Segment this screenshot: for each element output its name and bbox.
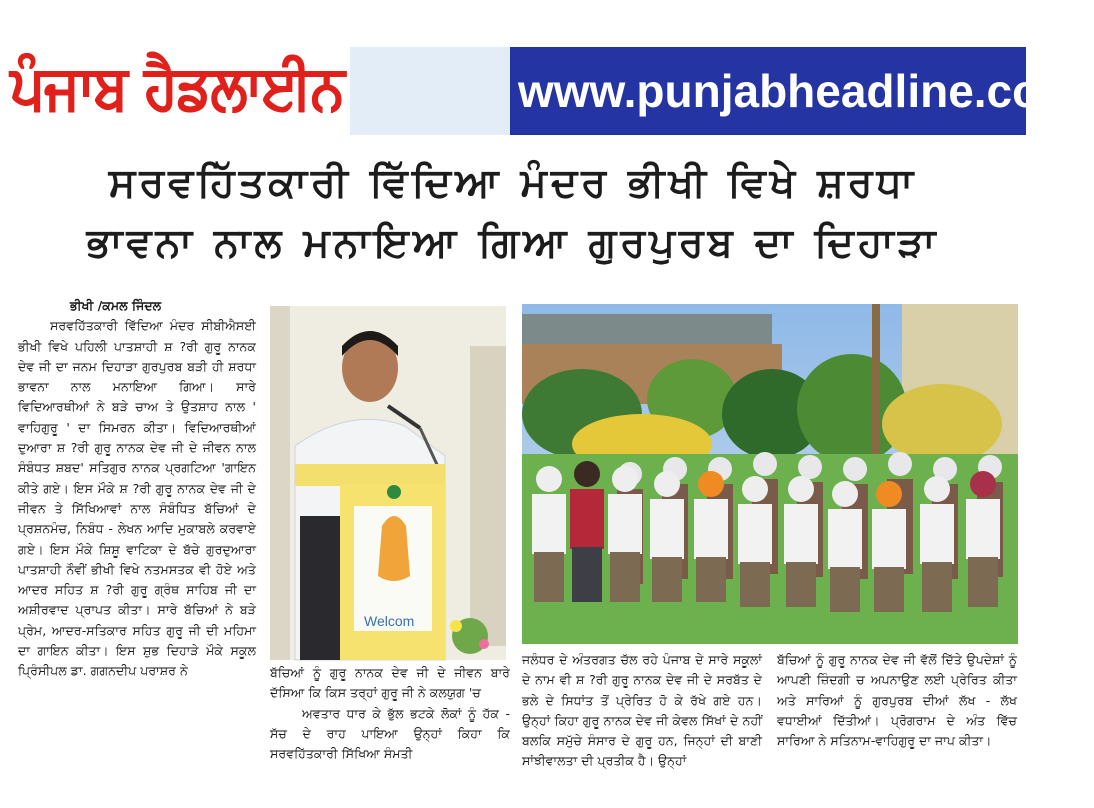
article-column-3 xyxy=(522,650,762,772)
newspaper-logo-text: ਪੰਜਾਬ ਹੈਡਲਾਈਨ xyxy=(10,51,344,124)
headline-line-2: ਭਾਵਨਾ ਨਾਲ ਮਨਾਇਆ ਗਿਆ ਗੁਰਪੁਰਬ ਦਾ ਦਿਹਾੜਾ xyxy=(86,220,940,266)
website-url-banner[interactable] xyxy=(510,47,1094,135)
website-url[interactable]: www.punjabheadline.co.in xyxy=(518,65,1094,117)
podium-welcome-text: Welcom xyxy=(364,613,415,629)
byline: ਭੀਖੀ /ਕਮਲ ਜਿੰਦਲ xyxy=(70,298,162,313)
article-column-4 xyxy=(777,650,1017,751)
newspaper-logo xyxy=(10,42,345,134)
headline-line-1: ਸਰਵਹਿੱਤਕਾਰੀ ਵਿੱਦਿਆ ਮੰਦਰ ਭੀਖੀ ਵਿਖੇ ਸ਼ਰਧਾ xyxy=(108,160,918,206)
article-paragraph: ਸਰਵਹਿੱਤਕਾਰੀ ਵਿੱਦਿਆ ਮੰਦਰ ਸੀਬੀਐਸਈ ਭੀਖੀ ਵਿਖੇ ਪਹਿਲੀ ਪਾਤਸ਼ਾਹੀ ਸ਼ ?ਰੀ ਗੁਰੂ ਨਾਨਕ ਦੇਵ ਜੀ ਦਾ ਜਨਮ ਦਿਹਾੜਾ ਗੁਰਪੁਰਬ ਬੜੀ ਹੀ ਸ਼ਰਧਾ ਭਾਵਨਾ ਨਾਲ ਮਨਾਇਆ ਗਿਆ। ਸਾਰੇ ਵਿਦਿਆਰਥੀਆਂ ਨੇ ਬੜੇ ਚਾਅ ਤੇ ਉਤਸ਼ਾਹ ਨਾਲ ' ਵਾਹਿਗੁਰੂ ' ਦਾ ਸਿਮਰਨ ਕੀਤਾ। ਵਿਦਿਆਰਥੀਆਂ ਦੁਆਰਾ ਸ਼ ?ਰੀ ਗੁਰੂ ਨਾਨਕ ਦੇਵ ਜੀ ਦੇ ਜੀਵਨ ਨਾਲ ਸੰਬੰਧਤ ਸ਼ਬਦ' ਸਤਿਗੁਰ ਨਾਨਕ ਪ੍ਰਗਟਿਆ 'ਗਾਇਨ ਕੀਤੇ ਗਏ। ਇਸ ਮੌਕੇ ਸ਼ ?ਰੀ ਗੁਰੂ ਨਾਨਕ ਦੇਵ ਜੀ ਦੇ ਜੀਵਨ ਤੇ ਸਿੱਖਿਆਵਾਂ ਨਾਲ ਸੰਬੰਧਿਤ ਬੱਚਿਆਂ ਦੇ ਪ੍ਰਸ਼ਨਮੰਚ, ਨਿਬੰਧ - ਲੇਖਨ ਆਦਿ ਮੁਕਾਬਲੇ ਕਰਵਾਏ ਗਏ। ਇਸ ਮੌਕੇ ਸ਼ਿਸ਼ੂ ਵਾਟਿਕਾ ਦੇ ਬੱਚੇ ਗੁਰਦੁਆਰਾ ਪਾਤਸ਼ਾਹੀ ਨੌਵੀਂ ਭੀਖੀ ਵਿਖੇ ਨਤਮਸਤਕ ਵੀ ਹੋਏ ਅਤੇ ਆਦਰ ਸਹਿਤ ਸ਼ ?ਰੀ ਗੁਰੂ ਗ੍ਰੰਥ ਸਾਹਿਬ ਜੀ ਦਾ ਅਸ਼ੀਰਵਾਦ ਪ੍ਰਾਪਤ ਕੀਤਾ। ਸਾਰੇ ਬੱਚਿਆਂ ਨੇ ਬੜੇ ਪ੍ਰੇਮ, ਆਦਰ-ਸਤਿਕਾਰ ਸਹਿਤ ਗੁਰੂ ਜੀ ਦੀ ਮਹਿਮਾ ਦਾ ਗਾਇਨ ਕੀਤਾ। ਇਸ ਸ਼ੁਭ ਦਿਹਾੜੇ ਮੌਕੇ ਸਕੂਲ ਪ੍ਰਿੰਸੀਪਲ ਡਾ. ਗਗਨਦੀਪ ਪਰਾਸ਼ਰ ਨੇ xyxy=(18,318,256,679)
article-paragraph: ਬੱਚਿਆਂ ਨੂੰ ਗੁਰੂ ਨਾਨਕ ਦੇਵ ਜੀ ਵੱਲੋਂ ਦਿੱਤੇ ਉਪਦੇਸ਼ਾਂ ਨੂੰ ਆਪਣੀ ਜ਼ਿੰਦਗੀ ਚ ਅਪਨਾਉਣ ਲਈ ਪ੍ਰੇਰਿਤ ਕੀਤਾ ਅਤੇ ਸਾਰਿਆਂ ਨੂੰ ਗੁਰਪੁਰਬ ਦੀਆਂ ਲੱਖ - ਲੱਖ ਵਧਾਈਆਂ ਦਿੱਤੀਆਂ। ਪ੍ਰੋਗਰਾਮ ਦੇ ਅੰਤ ਵਿੱਚ ਸਾਰਿਆ ਨੇ ਸਤਿਨਾਮ-ਵਾਹਿਗੁਰੂ ਦਾ ਜਾਪ ਕੀਤਾ। xyxy=(777,652,1017,749)
speaker-photo-illustration xyxy=(270,306,506,660)
article-paragraph: ਜਲੰਧਰ ਦੇ ਅੰਤਰਗਤ ਚੱਲ ਰਹੇ ਪੰਜਾਬ ਦੇ ਸਾਰੇ ਸਕੂਲਾਂ ਦੇ ਨਾਮ ਵੀ ਸ਼ ?ਰੀ ਗੁਰੂ ਨਾਨਕ ਦੇਵ ਜੀ ਦੇ ਸਰਬੱਤ ਦੇ ਭਲੇ ਦੇ ਸਿਧਾਂਤ ਤੋਂ ਪ੍ਰੇਰਿਤ ਹੋ ਕੇ ਰੱਖੇ ਗਏ ਹਨ। ਉਨ੍ਹਾਂ ਕਿਹਾ ਗੁਰੂ ਨਾਨਕ ਦੇਵ ਜੀ ਕੇਵਲ ਸਿੱਖਾਂ ਦੇ ਨਹੀਂ ਬਲਕਿ ਸਮੁੱਚੇ ਸੰਸਾਰ ਦੇ ਗੁਰੂ ਹਨ, ਜਿਨ੍ਹਾਂ ਦੀ ਬਾਣੀ ਸਾਂਝੀਵਾਲਤਾ ਦੀ ਪ੍ਰਤੀਕ ਹੈ। ਉਨ੍ਹਾਂ xyxy=(522,652,762,769)
article-paragraph: ਅਵਤਾਰ ਧਾਰ ਕੇ ਭੁੱਲ ਭਟਕੇ ਲੋਕਾਂ ਨੂੰ ਹੱਕ - ਸੱਚ ਦੇ ਰਾਹ ਪਾਇਆ ਉਨ੍ਹਾਂ ਕਿਹਾ ਕਿ ਸਰਵਹਿੱਤਕਾਰੀ ਸਿੱਖਿਆ ਸੰਮਤੀ xyxy=(270,705,510,762)
students-photo-illustration xyxy=(522,304,1018,644)
article-column-2 xyxy=(270,663,510,764)
article-paragraph: ਬੱਚਿਆਂ ਨੂੰ ਗੁਰੂ ਨਾਨਕ ਦੇਵ ਜੀ ਦੇ ਜੀਵਨ ਬਾਰੇ ਦੱਸਿਆ ਕਿ ਕਿਸ ਤਰ੍ਹਾਂ ਗੁਰੂ ਜੀ ਨੇ ਕਲਯੁਗ 'ਚ xyxy=(270,665,510,701)
students-photo xyxy=(522,304,1018,644)
masthead-spacer xyxy=(350,47,510,135)
speaker-photo xyxy=(270,306,506,660)
article-column-1 xyxy=(18,296,256,682)
